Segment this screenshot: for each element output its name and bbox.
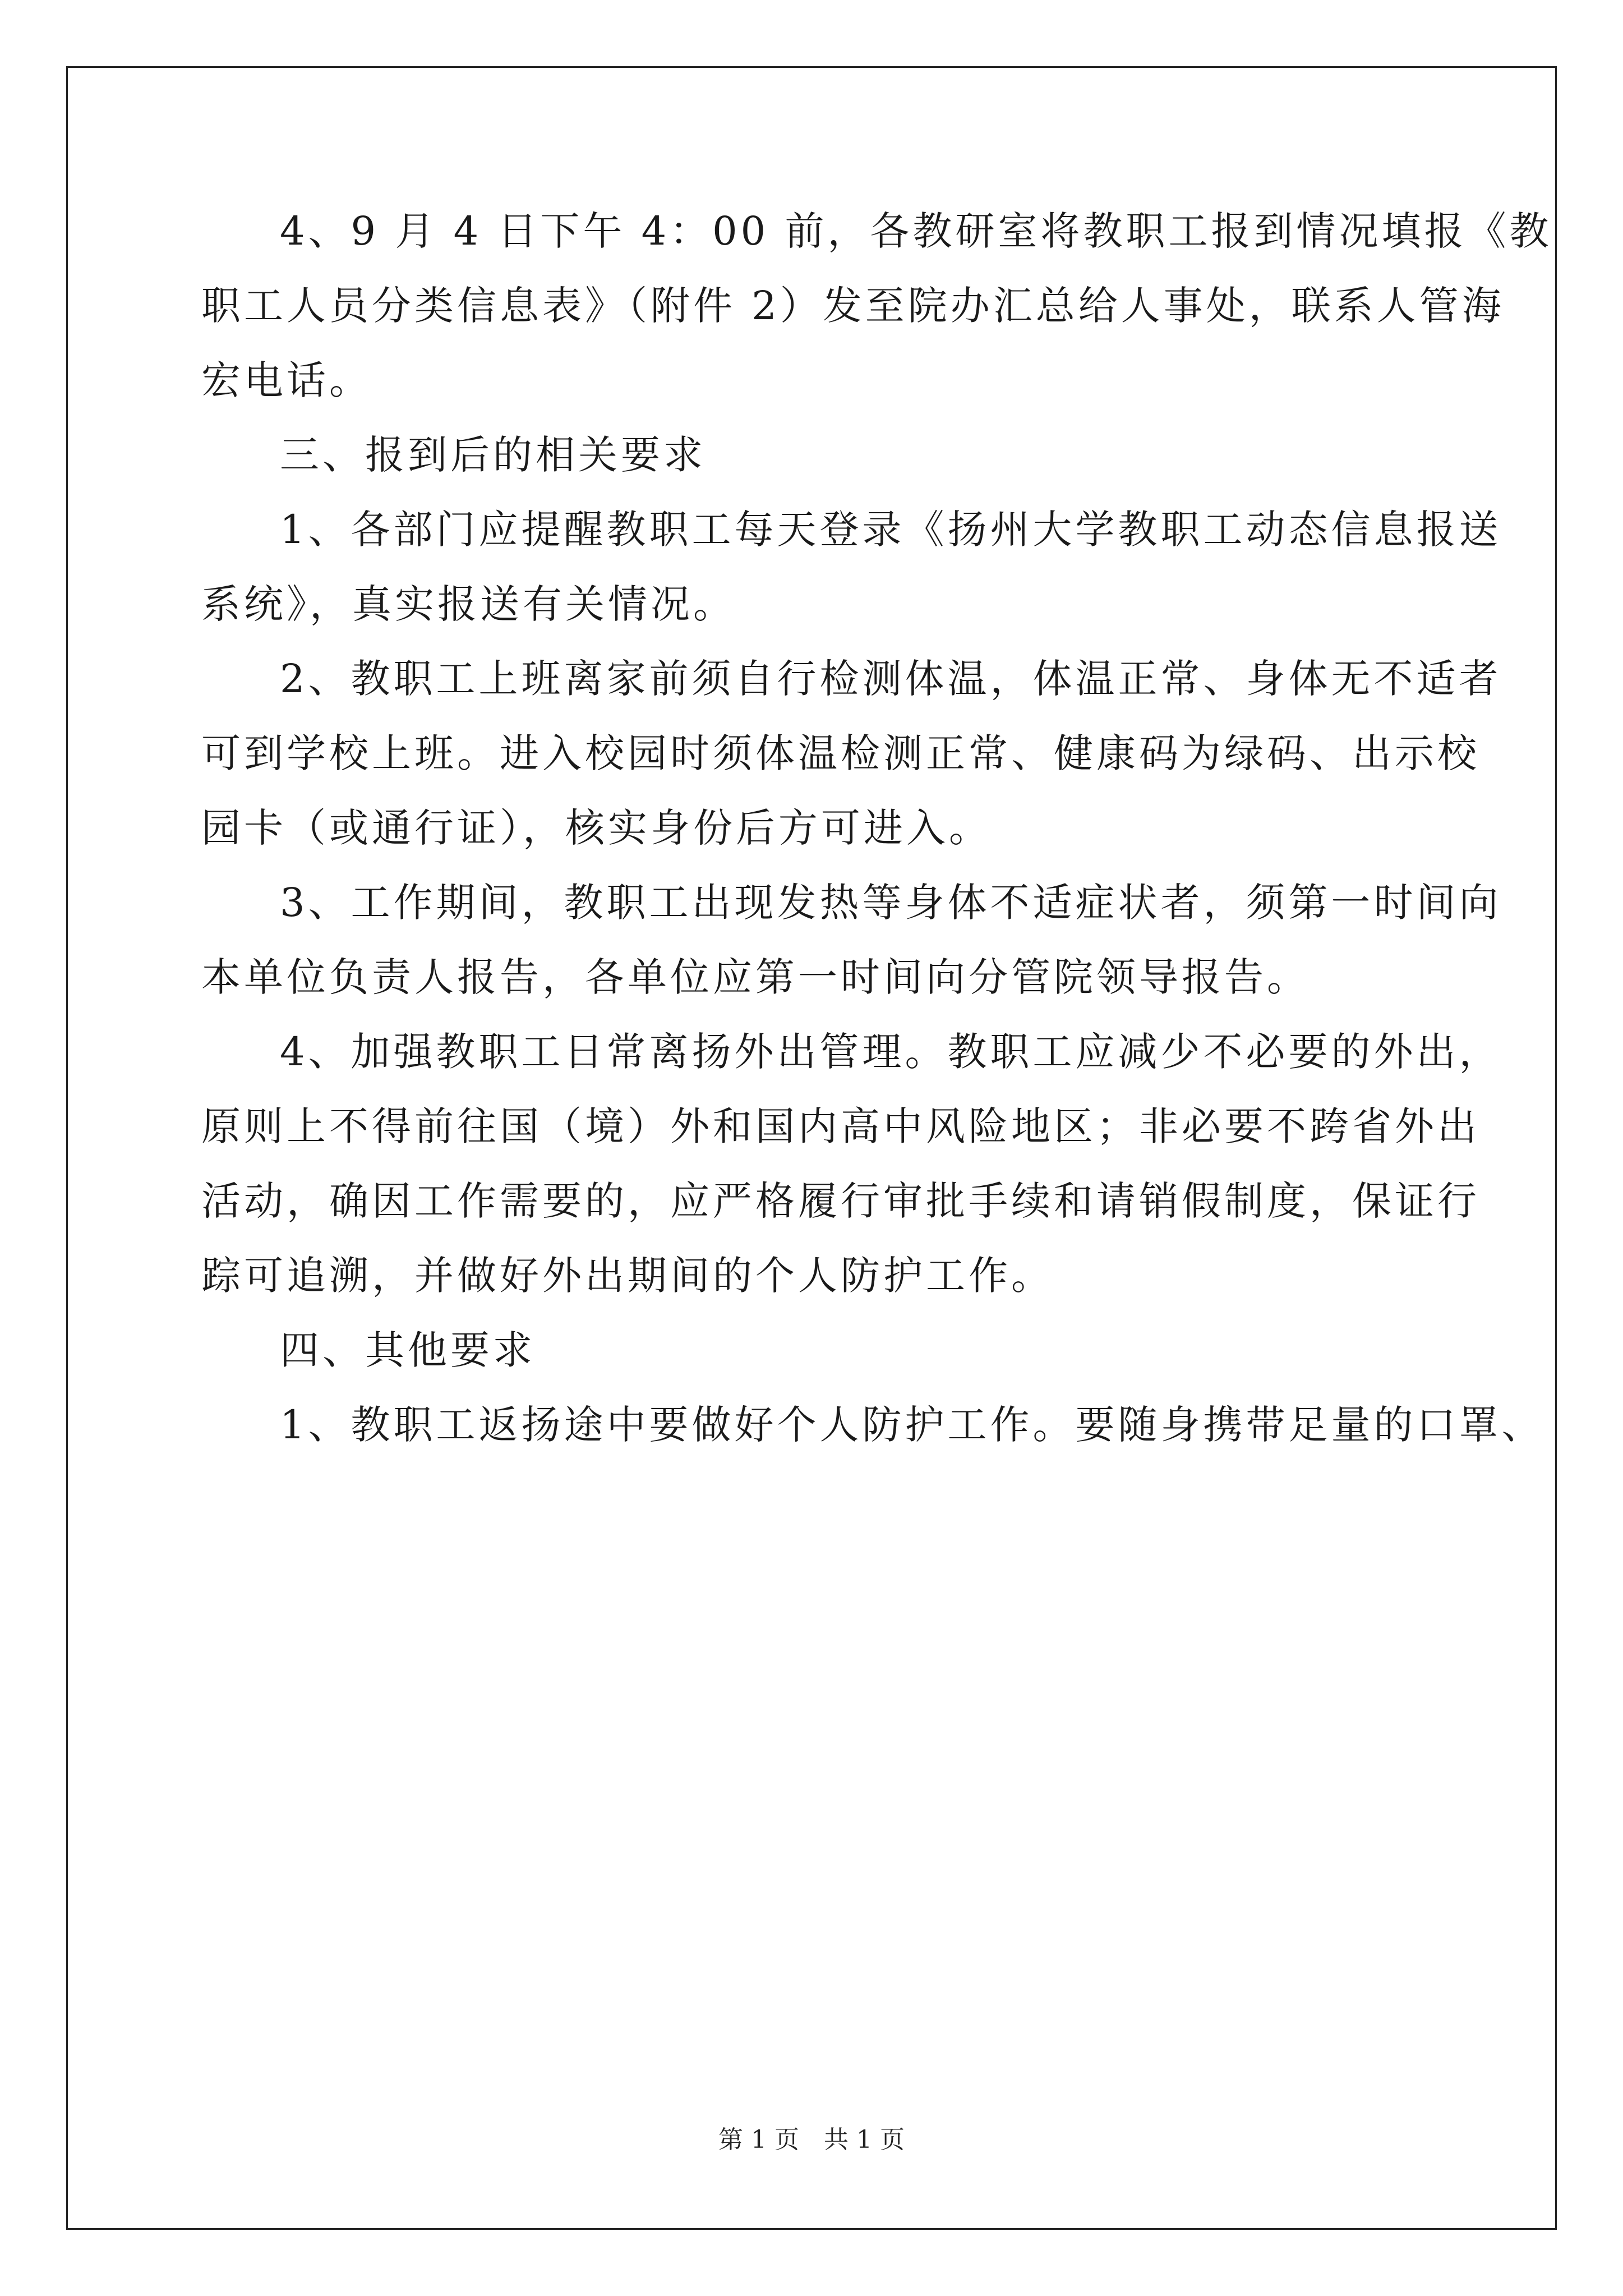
paragraph-line: 活动，确因工作需要的，应严格履行审批手续和请销假制度，保证行	[201, 1178, 1480, 1224]
paragraph-line: 原则上不得前往国（境）外和国内高中风险地区；非必要不跨省外出	[201, 1103, 1480, 1149]
paragraph-line: 2、教职工上班离家前须自行检测体温，体温正常、身体无不适者	[280, 656, 1502, 702]
paragraph-line: 4、加强教职工日常离扬外出管理。教职工应减少不必要的外出，	[280, 1029, 1502, 1075]
paragraph-line: 系统》，真实报送有关情况。	[201, 581, 736, 627]
paragraph-line: 1、各部门应提醒教职工每天登录《扬州大学教职工动态信息报送	[280, 507, 1502, 553]
section-heading: 三、报到后的相关要求	[280, 432, 706, 478]
paragraph-line: 4、9 月 4 日下午 4：00 前，各教研室将教职工报到情况填报《教	[280, 208, 1552, 254]
section-heading: 四、其他要求	[280, 1327, 536, 1373]
paragraph-line: 本单位负责人报告，各单位应第一时间向分管院领导报告。	[201, 954, 1310, 1000]
paragraph-line: 踪可追溯，并做好外出期间的个人防护工作。	[201, 1253, 1054, 1299]
paragraph-line: 职工人员分类信息表》（附件 2）发至院办汇总给人事处，联系人管海	[201, 283, 1505, 329]
paragraph-line: 3、工作期间，教职工出现发热等身体不适症状者，须第一时间向	[280, 880, 1502, 926]
paragraph-line: 可到学校上班。进入校园时须体温检测正常、健康码为绿码、出示校	[201, 730, 1480, 776]
paragraph-line: 宏电话。	[201, 357, 372, 403]
paragraph-line: 1、教职工返扬途中要做好个人防护工作。要随身携带足量的口罩、	[280, 1402, 1544, 1448]
paragraph-line: 园卡（或通行证），核实身份后方可进入。	[201, 805, 992, 851]
page-number-footer: 第 1 页 共 1 页	[718, 2125, 905, 2154]
